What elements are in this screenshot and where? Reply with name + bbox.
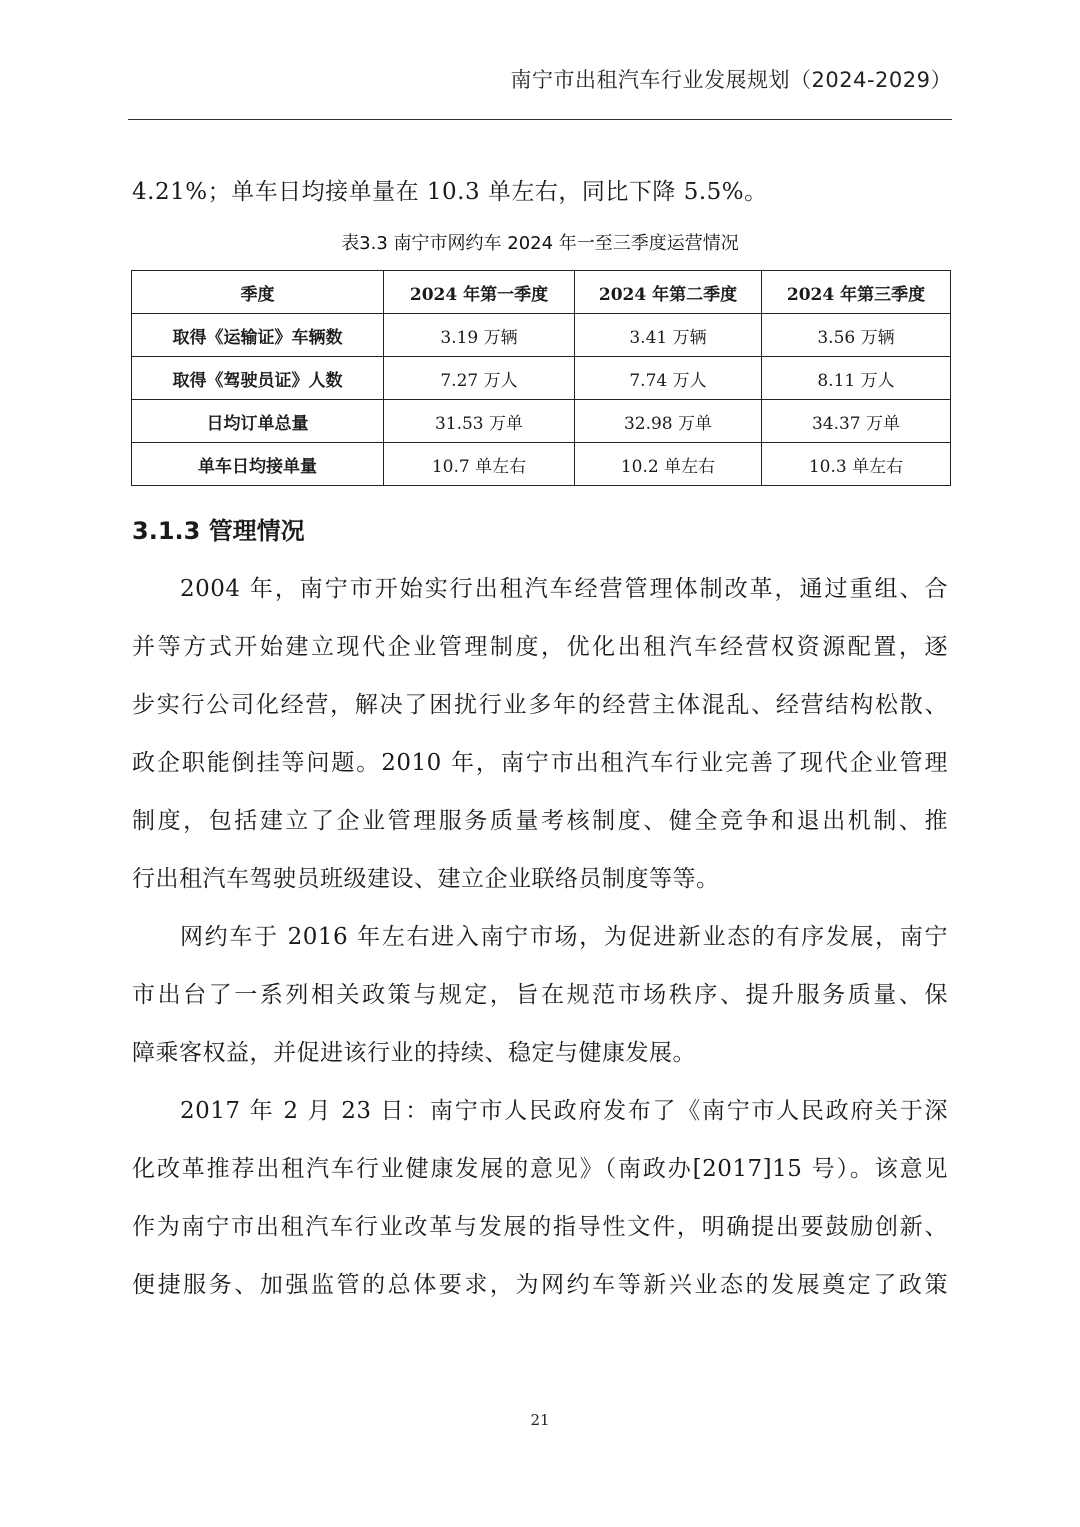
column-header: 2024 年第三季度	[762, 271, 951, 314]
paragraph-line: 便捷服务、加强监管的总体要求，为网约车等新兴业态的发展奠定了政策	[132, 1272, 948, 1298]
table-row	[132, 314, 951, 357]
running-header-title: 南宁市出租汽车行业发展规划（2024-2029）	[510, 68, 952, 92]
paragraph-line: 2017 年 2 月 23 日：南宁市人民政府发布了《南宁市人民政府关于深	[180, 1098, 948, 1124]
paragraph-ride-hailing-entry	[132, 908, 948, 1082]
paragraph-line: 步实行公司化经营，解决了困扰行业多年的经营主体混乱、经营结构松散、	[132, 692, 948, 718]
table-row	[132, 357, 951, 400]
table-cell: 10.3 单左右	[762, 443, 951, 486]
section-heading: 3.1.3 管理情况	[132, 517, 305, 545]
row-label: 取得《运输证》车辆数	[132, 314, 384, 357]
row-label: 单车日均接单量	[132, 443, 384, 486]
table-cell: 8.11 万人	[762, 357, 951, 400]
paragraph-line: 化改革推荐出租汽车行业健康发展的意见》（南政办[2017]15 号）。该意见	[132, 1156, 948, 1182]
paragraph-line: 并等方式开始建立现代企业管理制度，优化出租汽车经营权资源配置，逐	[132, 634, 948, 660]
table-cell: 7.74 万人	[575, 357, 762, 400]
paragraph-line: 障乘客权益，并促进该行业的持续、稳定与健康发展。	[132, 1040, 696, 1066]
intro-line: 4.21%；单车日均接单量在 10.3 单左右，同比下降 5.5%。	[132, 179, 768, 205]
page-body	[132, 163, 948, 1314]
row-label: 日均订单总量	[132, 400, 384, 443]
paragraph-2017-policy	[132, 1082, 948, 1314]
paragraph-line: 市出台了一系列相关政策与规定，旨在规范市场秩序、提升服务质量、保	[132, 982, 948, 1008]
paragraph-line: 行出租汽车驾驶员班级建设、建立企业联络员制度等等。	[132, 866, 720, 892]
table-cell: 3.56 万辆	[762, 314, 951, 357]
paragraph-line: 政企职能倒挂等问题。2010 年，南宁市出租汽车行业完善了现代企业管理	[132, 750, 948, 776]
table-cell: 10.7 单左右	[384, 443, 575, 486]
table-cell: 7.27 万人	[384, 357, 575, 400]
paragraph-line: 制度，包括建立了企业管理服务质量考核制度、健全竞争和退出机制、推	[132, 808, 948, 834]
paragraph-line: 2004 年，南宁市开始实行出租汽车经营管理体制改革，通过重组、合	[180, 576, 948, 602]
column-header: 2024 年第二季度	[575, 271, 762, 314]
paragraph-line: 作为南宁市出租汽车行业改革与发展的指导性文件，明确提出要鼓励创新、	[132, 1214, 948, 1240]
table-row	[132, 443, 951, 486]
column-header: 季度	[132, 271, 384, 314]
table-cell: 3.19 万辆	[384, 314, 575, 357]
table-cell: 10.2 单左右	[575, 443, 762, 486]
paragraph-reform-history	[132, 560, 948, 908]
column-header: 2024 年第一季度	[384, 271, 575, 314]
table-row	[132, 400, 951, 443]
table-cell: 34.37 万单	[762, 400, 951, 443]
table-cell: 3.41 万辆	[575, 314, 762, 357]
row-label: 取得《驾驶员证》人数	[132, 357, 384, 400]
table-cell: 32.98 万单	[575, 400, 762, 443]
operations-table	[131, 270, 951, 486]
table-header-row	[132, 271, 951, 314]
table-cell: 31.53 万单	[384, 400, 575, 443]
table-caption: 表3.3 南宁市网约车 2024 年一至三季度运营情况	[341, 233, 739, 254]
header-divider	[128, 119, 952, 120]
page-number: 21	[530, 1411, 550, 1429]
paragraph-line: 网约车于 2016 年左右进入南宁市场，为促进新业态的有序发展，南宁	[180, 924, 948, 950]
